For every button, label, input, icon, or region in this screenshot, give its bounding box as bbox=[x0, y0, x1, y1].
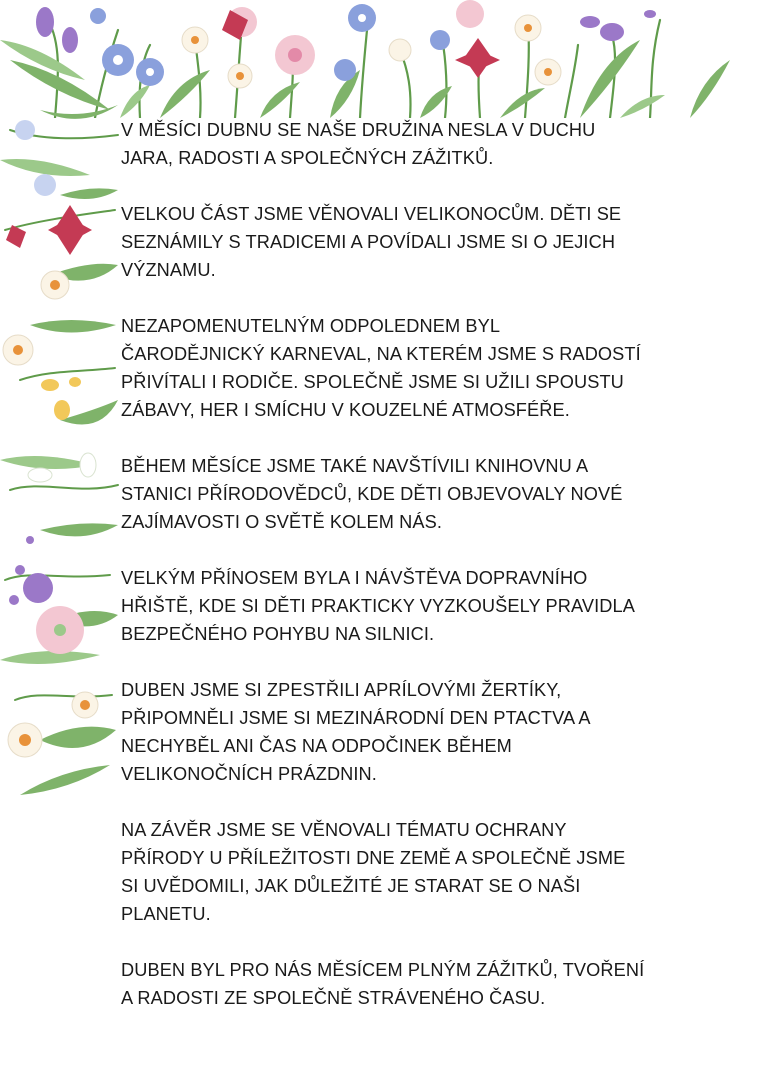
paragraph-traffic-playground: VELKÝM PŘÍNOSEM BYLA I NÁVŠTĚVA DOPRAVNÍHO HŘIŠTĚ, KDE SI DĚTI PRAKTICKY VYZKOUŠELY PRAVIDLA BEZPEČNÉHO POHYBU NA SILNICI. bbox=[121, 568, 635, 644]
newsletter-body bbox=[121, 116, 721, 1040]
paragraph-earth-day: NA ZÁVĚR JSME SE VĚNOVALI TÉMATU OCHRANY PŘÍRODY U PŘÍLEŽITOSTI DNE ZEMĚ A SPOLEČNĚ JSME SI UVĚDOMILI, JAK DŮLEŽITÉ JE STARAT SE O NAŠI PLANETU. bbox=[121, 820, 626, 924]
paragraph-easter: VELKOU ČÁST JSME VĚNOVALI VELIKONOCŮM. DĚTI SE SEZNÁMILY S TRADICEMI A POVÍDALI JSME SI O JEJICH VÝZNAMU. bbox=[121, 204, 622, 280]
paragraph-conclusion: DUBEN BYL PRO NÁS MĚSÍCEM PLNÝM ZÁŽITKŮ, TVOŘENÍ A RADOSTI ZE SPOLEČNĚ STRÁVENÉHO ČASU. bbox=[121, 960, 645, 1008]
paragraph-intro: V MĚSÍCI DUBNU SE NAŠE DRUŽINA NESLA V DUCHU JARA, RADOSTI A SPOLEČNÝCH ZÁŽITKŮ. bbox=[121, 120, 596, 168]
paragraph-library-visit: BĚHEM MĚSÍCE JSME TAKÉ NAVŠTÍVILI KNIHOVNU A STANICI PŘÍRODOVĚDCŮ, KDE DĚTI OBJEVOVALY NOVÉ ZAJÍMAVOSTI O SVĚTĚ KOLEM NÁS. bbox=[121, 456, 623, 532]
paragraph-carnival: NEZAPOMENUTELNÝM ODPOLEDNEM BYL ČARODĚJNICKÝ KARNEVAL, NA KTERÉM JSME S RADOSTÍ PŘIVÍTALI I RODIČE. SPOLEČNĚ JSME SI UŽILI SPOUSTU ZÁBAVY, HER I SMÍCHU V KOUZELNÉ ATMOSFÉŘE. bbox=[121, 316, 641, 420]
floral-left-border-illustration bbox=[0, 100, 122, 805]
paragraph-april-fools: DUBEN JSME SI ZPESTŘILI APRÍLOVÝMI ŽERTÍKY, PŘIPOMNĚLI JSME SI MEZINÁRODNÍ DEN PTACTVA A NECHYBĚL ANI ČAS NA ODPOČINEK BĚHEM VELIKONOČNÍCH PRÁZDNIN. bbox=[121, 680, 591, 784]
